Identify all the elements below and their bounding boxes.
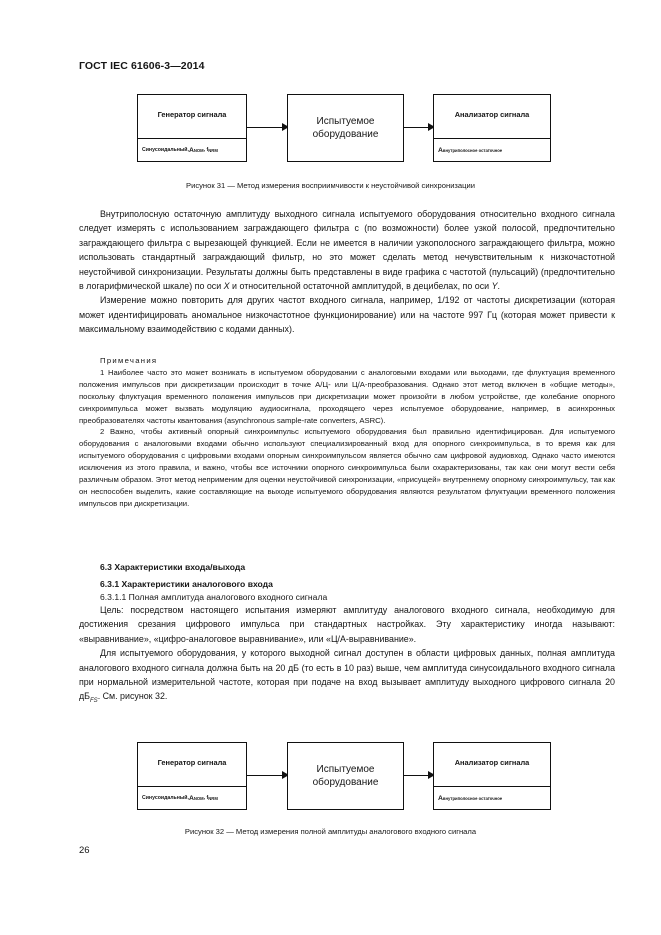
- generator-param-sub1-2: NOM: [193, 795, 204, 801]
- analyzer-param-sub-2: внутриполосное остаточное: [442, 795, 503, 801]
- section-6-3-1-1-heading: 6.3.1.1 Полная амплитуда аналогового входного сигнала: [100, 592, 328, 602]
- analyzer-param-sub: внутриполосное остаточное: [442, 147, 503, 153]
- note-1: 1 Наиболее часто это может возникать в испытуемом оборудовании с аналоговыми входами или выходами, где флуктуация временного положения импульсов при дискретизации происходит в точке А/Ц- или Ц/А-преобразования. Однако этот метод включен в «общие методы», поскольку флуктуация временного положения импульсов при дискретизации может произойти в любом устройстве, где колебание опорного синхроимпульса может вызвать модуляцию аудиосигнала, проходящего через испытуемое оборудование, например, в асинхронных преобразователях частоты квантования (asynchronous sample-rate converters, ASRC).: [79, 367, 615, 425]
- arrow-dut-to-analyzer-2: [404, 775, 433, 776]
- body-text-2: [79, 603, 615, 709]
- figure-32-caption: Рисунок 32 — Метод измерения полной амплитуды аналогового входного сигнала: [184, 827, 477, 836]
- signal-generator-box: [137, 94, 247, 162]
- paragraph-3: Цель: посредством настоящего испытания измеряют амплитуду аналогового входного сигнала, необходимую для достижения срезания цифрового импульса при стандартных настройках. Эту характеристику иногда называют: «выравнивание», «цифро-аналоговое выравнивание», или «Ц/А-выравнивание».: [79, 605, 615, 644]
- generator-param-symbol-2: A: [188, 794, 194, 802]
- generator-parameters: [138, 138, 246, 161]
- arrow-dut-to-analyzer: [404, 127, 433, 128]
- page-number: 26: [79, 845, 90, 856]
- notes-block: [79, 355, 615, 510]
- dut-box: Испытуемое оборудование: [287, 94, 404, 162]
- paragraph-1-mid: и относительной остаточной амплитудой, в децибелах, по оси: [229, 281, 492, 292]
- analyzer-param-symbol-2: A: [438, 794, 443, 802]
- arrow-generator-to-dut-2: [247, 775, 287, 776]
- paragraph-4-end: . См. рисунок 32.: [97, 691, 168, 702]
- generator-param-symbol: A: [188, 146, 194, 154]
- analyzer-title-2: Анализатор сигнала: [454, 758, 530, 768]
- generator-param-text: Синусоидальный,: [142, 147, 189, 153]
- section-6-3-1-heading: 6.3.1 Характеристики аналогового входа: [100, 579, 273, 589]
- notes-title: Примечания: [100, 356, 158, 365]
- generator-param-text-2: Синусоидальный,: [142, 795, 189, 801]
- generator-param-sub1: NOM: [193, 147, 204, 153]
- standard-header: ГОСТ IEC 61606-3—2014: [79, 60, 205, 72]
- dut-box-2: Испытуемое оборудование: [287, 742, 404, 810]
- paragraph-4: [79, 646, 615, 708]
- paragraph-4-sub: FS: [90, 698, 98, 705]
- paragraph-4-text: Для испытуемого оборудования, у которого выходной сигнал доступен в области цифровых данных, полная амплитуда аналогового входного сигнала должна быть на 20 дБ (то есть в 10 раз) выше, чем амплитуда синусоидального входного сигнала при нормальной измерительной частоте, которая при подаче на вход вызывает амплитуду выходного цифрового сигнала 20 дБ: [79, 648, 615, 702]
- generator-param-mid-2: , f: [203, 795, 209, 801]
- analyzer-parameters: [434, 138, 550, 161]
- axis-x-label: X: [223, 281, 230, 292]
- body-text-1: [79, 207, 615, 337]
- generator-param-mid: , f: [203, 147, 209, 153]
- generator-param-sub2: NRM: [208, 147, 218, 153]
- signal-analyzer-box-2: [433, 742, 551, 810]
- generator-title: Генератор сигнала: [157, 110, 227, 120]
- figure-31-caption: Рисунок 31 — Метод измерения восприимчивости к неустойчивой синхронизации: [186, 181, 475, 190]
- generator-parameters-2: [138, 786, 246, 809]
- generator-title-2: Генератор сигнала: [157, 758, 227, 768]
- section-6-3-heading: 6.3 Характеристики входа/выхода: [100, 562, 246, 572]
- signal-analyzer-box: [433, 94, 551, 162]
- analyzer-param-symbol: A: [438, 146, 443, 154]
- paragraph-1-end: .: [497, 281, 500, 292]
- paragraph-1: [79, 207, 615, 293]
- note-2: 2 Важно, чтобы активный опорный синхроимпульс испытуемого оборудования был правильно идентифицирован. Для испытуемого оборудования с аналоговыми входами обычно используют специализированный вход для опорного синхроимпульса, в то время как для испытуемого оборудования с цифровыми входами опорным синхроимпульсом является обычно сам цифровой аудиовход. Однако часто имеются исключения из этого правила, и важно, чтобы все источники опорного синхроимпульса были охарактеризованы, так как они могут вести себя различным образом. Этот метод неприменим для оценки неустойчивой синхронизации, «присущей» внутреннему опорному синхроимпульсу, так как он неспособен выделить, какие составляющие на выходе испытуемого оборудования являются результатом флуктуации временного положения импульсов при дискретизации.: [79, 427, 615, 508]
- analyzer-title: Анализатор сигнала: [454, 110, 530, 120]
- axis-y-label: Y: [491, 281, 498, 292]
- paragraph-1-text: Внутриполосную остаточную амплитуду выходного сигнала испытуемого оборудования относительно входного сигнала следует измерять с использованием заграждающего фильтра с (по возможности) более узкой полосой, предпочтительно заграждающего фильтра с вырезающей функцией. Если не имеется в наличии узкополосного заграждающего фильтра, можно использовать стандартный заграждающий фильтр, но это может сделать метод нечувствительным к низкочастотной неустойчивой синхронизации. Результаты должны быть представлены в виде графика с частотой (пульсаций) (предпочтительно в логарифмической шкале) по оси: [79, 209, 615, 292]
- analyzer-parameters-2: [434, 786, 550, 809]
- signal-generator-box-2: [137, 742, 247, 810]
- generator-param-sub2-2: NRM: [208, 795, 218, 801]
- arrow-generator-to-dut: [247, 127, 287, 128]
- paragraph-2: Измерение можно повторить для других частот входного сигнала, например, 1/192 от частоты дискретизации (которая может идентифицировать аномальное низкочастотное функционирование) или на частоте 997 Гц (которая может привести к максимальному взаимодействию с кодами данных).: [79, 295, 615, 335]
